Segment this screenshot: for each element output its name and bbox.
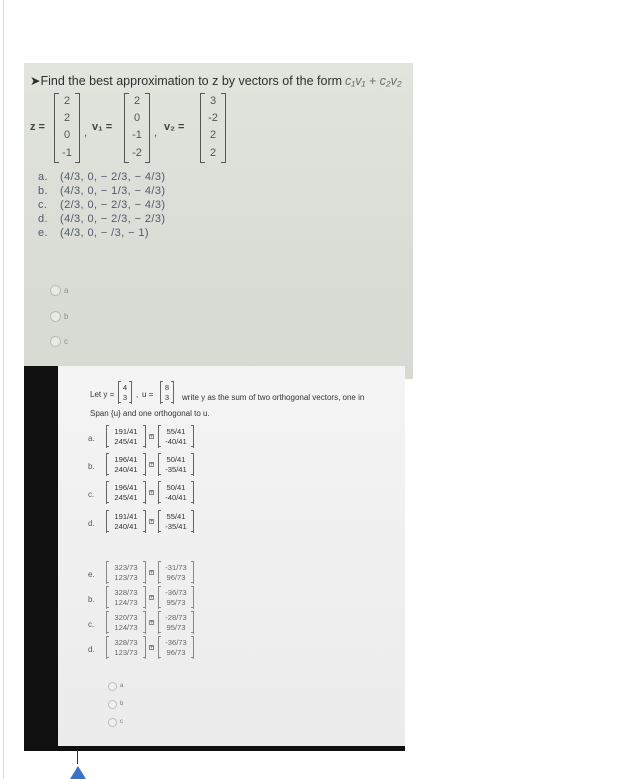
q2-opt2-letter-c: c.	[88, 620, 95, 629]
q1-option-e: e. (4/3, 0, − /3, − 1)	[38, 227, 149, 239]
plus-icon: +	[150, 620, 154, 626]
q2-opt2-b-v1: 328/73 124/73	[106, 587, 146, 609]
q2-opt1-c-v1: 196/41 245/41	[106, 482, 146, 504]
q1-option-c: c. (2/3, 0, − 2/3, − 4/3)	[38, 199, 166, 211]
q2-let-y: Let y =	[90, 390, 115, 399]
q2-opt1-letter-a: a.	[88, 434, 95, 443]
q2-opt1-b-v2: 50/41 -35/41	[158, 454, 194, 476]
q2-opt2-letter-b: b.	[88, 595, 95, 604]
q2-opt2-d-v2: -36/73 96/73	[158, 637, 194, 659]
q2-u-label: u =	[142, 390, 154, 399]
q2-opt1-c-v2: 50/41 -40/41	[158, 482, 194, 504]
question-2-paper: Let y = 4 3 , u = 8 3 write y as the sum of two orthogonal vectors, one in Span {u} and one orthogonal to u. a. 191/41 245/41 + 55/41 -40/41 b. 196/41 240/41 + 50/41 -35/41 c. 196/41 245/41 + 50/41 -40/41 d. 191/41 240/41 + 55/41 -35/41 e. 323/73 123/73 + -31/73 96/73 b. 328/73 124/73 + -36/73 95/73 c. 320/73 124/73 + -28/73 95/73 d. 328/73 123/73 + -36/73 96/73 a b c	[58, 366, 405, 746]
q2-opt1-letter-d: d.	[88, 519, 95, 528]
q1-radio-c[interactable]	[50, 336, 61, 347]
q1-option-a: a. (4/3, 0, − 2/3, − 4/3)	[38, 171, 166, 183]
q2-opt2-e-v1: 323/73 123/73	[106, 562, 146, 584]
plus-icon: +	[150, 595, 154, 601]
cursor-icon: ➤	[30, 74, 41, 88]
q2-opt2-d-v1: 328/73 123/73	[106, 637, 146, 659]
position-indicator-line	[77, 750, 78, 764]
page-left-border	[3, 0, 4, 779]
q1-radio-a[interactable]	[50, 285, 61, 296]
z-vector: 2 2 0 -1	[54, 93, 80, 163]
vector-form: c₁v₁ + c₂v₂	[345, 74, 402, 88]
q1-option-d: d. (4/3, 0, − 2/3, − 2/3)	[38, 213, 166, 225]
v2-vector: 3 -2 2 2	[200, 93, 226, 163]
q2-radio-c[interactable]	[108, 718, 117, 727]
q2-opt2-letter-d: d.	[88, 645, 95, 654]
q2-opt2-c-v1: 320/73 124/73	[106, 612, 146, 634]
q2-opt2-e-v2: -31/73 96/73	[158, 562, 194, 584]
triangle-up-icon[interactable]	[70, 766, 86, 779]
plus-icon: +	[150, 462, 154, 468]
z-label: z =	[30, 121, 45, 133]
q2-opt1-d-v2: 55/41 -35/41	[158, 511, 194, 533]
q2-opt1-a-v2: 55/41 -40/41	[158, 426, 194, 448]
q2-radio-a[interactable]	[108, 682, 117, 691]
plus-icon: +	[150, 490, 154, 496]
q2-opt1-a-v1: 191/41 245/41	[106, 426, 146, 448]
plus-icon: +	[150, 645, 154, 651]
q1-radio-b[interactable]	[50, 311, 61, 322]
question-1-title: ➤Find the best approximation to z by vectors of the form c₁v₁ + c₂v₂	[30, 74, 402, 88]
q2-opt1-letter-c: c.	[88, 490, 95, 499]
v1-vector: 2 0 -1 -2	[124, 93, 150, 163]
v1-label: v₁ =	[92, 121, 113, 133]
plus-icon: +	[150, 519, 154, 525]
q2-opt1-letter-b: b.	[88, 462, 95, 471]
q2-instruction-2: Span {u} and one orthogonal to u.	[90, 409, 210, 418]
q2-opt1-b-v1: 196/41 240/41	[106, 454, 146, 476]
y-vector: 4 3	[118, 382, 132, 404]
u-vector: 8 3	[160, 382, 174, 404]
question-1-photo: ➤Find the best approximation to z by vectors of the form c₁v₁ + c₂v₂ z = 2 2 0 -1 , v₁ = 2 0 -1 -2 , v₂ = 3 -2 2 2 a. (4/3, 0, − 2/3, − 4/3) b. (4/3, 0, − 1/3, − 4/3) c. (2/3, 0, − 2/3, − 4/3) d. (4/3, 0, − 2/3, − 2/3) e. (4/3, 0, − /3, − 1) a b c	[24, 63, 413, 379]
q2-instruction: write y as the sum of two orthogonal vectors, one in	[182, 393, 365, 402]
v2-label: v₂ =	[164, 121, 185, 133]
plus-icon: +	[150, 434, 154, 440]
q1-option-b: b. (4/3, 0, − 1/3, − 4/3)	[38, 185, 166, 197]
question-2-photo	[24, 366, 405, 751]
plus-icon: +	[150, 570, 154, 576]
q2-opt2-c-v2: -28/73 95/73	[158, 612, 194, 634]
q2-radio-b[interactable]	[108, 700, 117, 709]
q2-opt2-letter-e: e.	[88, 570, 95, 579]
q2-opt1-d-v1: 191/41 240/41	[106, 511, 146, 533]
q2-opt2-b-v2: -36/73 95/73	[158, 587, 194, 609]
